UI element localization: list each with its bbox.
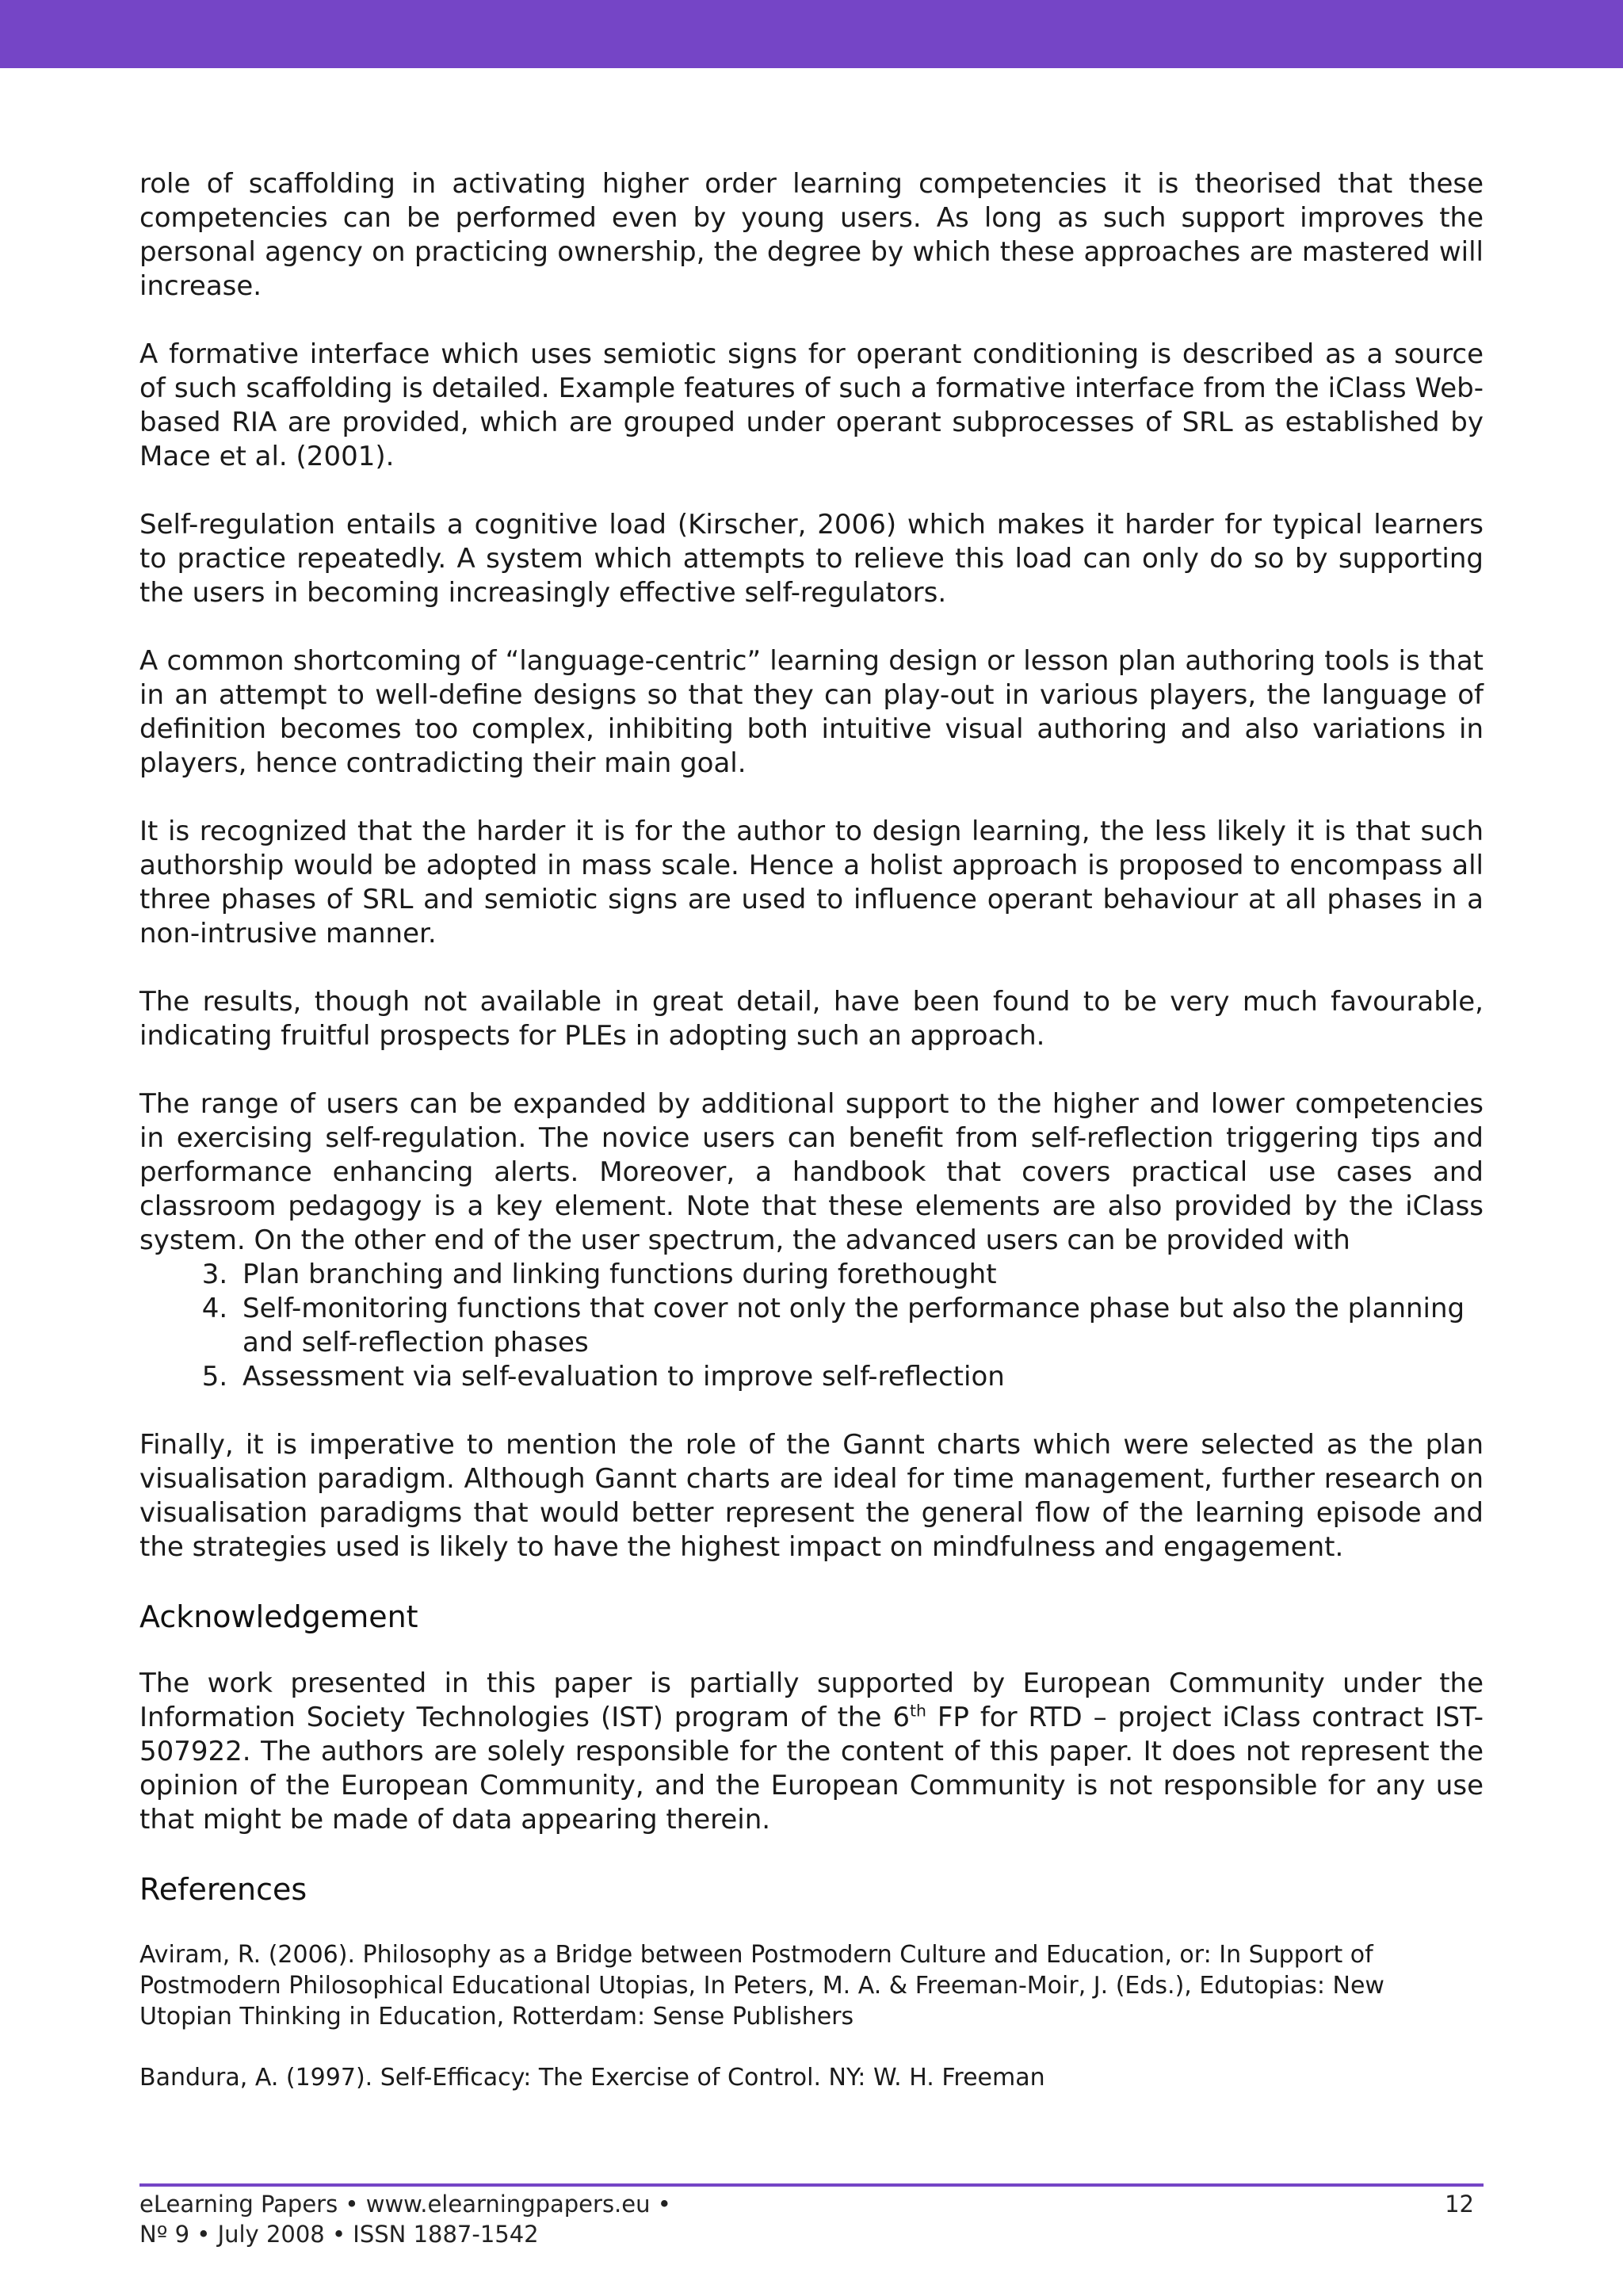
acknowledgement-text-end: FP for RTD – project iClass contract IST-507922. The authors are solely responsible for the content of this paper. It does not represent the opinion of the European Community, and the European Community is not responsible for any use that might be made of data appearing therein.: [139, 1702, 1484, 1836]
header-band: [0, 0, 1623, 68]
references-heading: References: [139, 1872, 307, 1907]
list-item: 3. Plan branching and linking functions during forethought: [236, 1258, 1484, 1292]
list-item: 4. Self-monitoring functions that cover not only the performance phase but also the planning and self-reflection phases: [236, 1292, 1484, 1360]
body-paragraph: Finally, it is imperative to mention the role of the Gannt charts which were selected as the plan visualisation paradigm. Although Gannt charts are ideal for time management, further research on visualisation paradigms that would better represent the general flow of the learning episode and the strategies used is likely to have the highest impact on mindfulness and engagement.: [139, 1429, 1484, 1563]
body-paragraph: The range of users can be expanded by additional support to the higher and lower competencies in exercising self-regulation. The novice users can benefit from self-reflection triggering tips and performance enhancing alerts. Moreover, a handbook that covers practical use cases and classroom pedagogy is a key element. Note that these elements are also provided by the iClass system. On the other end of the user spectrum, the advanced users can be provided with: [139, 1088, 1484, 1256]
body-paragraph: It is recognized that the harder it is for the author to design learning, the less likely it is that such authorship would be adopted in mass scale. Hence a holist approach is proposed to encompass all three phases of SRL and semiotic signs are used to influence operant behaviour at all phases in a non-intrusive manner.: [139, 816, 1484, 949]
footer-line-2: Nº 9 • July 2008 • ISSN 1887-1542: [139, 2221, 539, 2248]
acknowledgement-text: [139, 1667, 1484, 1837]
body-paragraph: The results, though not available in great detail, have been found to be very much favourable, indicating fruitful prospects for PLEs in adopting such an approach.: [139, 986, 1484, 1052]
page-number: 12: [1445, 2191, 1474, 2218]
reference-entry: Aviram, R. (2006). Philosophy as a Bridge between Postmodern Culture and Education, or: In Support of Postmodern Philosophical Educational Utopias, In Peters, M. A. & Freeman-Moir, J. (Eds.), Edutopias: New Utopian Thinking in Education, Rotterdam: Sense Publishers: [139, 1941, 1384, 2030]
ordinal-superscript: th: [909, 1701, 926, 1721]
acknowledgement-heading: Acknowledgement: [139, 1599, 418, 1634]
body-paragraph: A formative interface which uses semiotic signs for operant conditioning is described as a source of such scaffolding is detailed. Example features of such a formative interface from the iClass Web-based RIA are provided, which are grouped under operant subprocesses of SRL as established by Mace et al. (2001).: [139, 338, 1484, 472]
numbered-list: [139, 1258, 1484, 1394]
footer-line-1: eLearning Papers • www.elearningpapers.eu •: [139, 2191, 671, 2218]
list-item: 5. Assessment via self-evaluation to improve self-reflection: [236, 1360, 1484, 1394]
reference-entry: Bandura, A. (1997). Self-Efficacy: The Exercise of Control. NY: W. H. Freeman: [139, 2064, 1045, 2092]
body-paragraph: A common shortcoming of “language-centric” learning design or lesson plan authoring tools is that in an attempt to well-define designs so that they can play-out in various players, the language of definition becomes too complex, inhibiting both intuitive visual authoring and also variations in players, hence contradicting their main goal.: [139, 645, 1484, 779]
acknowledgement-text-start: The work presented in this paper is partially supported by European Community under the Information Society Technologies (IST) program of the 6: [139, 1668, 1484, 1733]
page-body: [139, 167, 1484, 2123]
body-paragraph: Self-regulation entails a cognitive load (Kirscher, 2006) which makes it harder for typical learners to practice repeatedly. A system which attempts to relieve this load can only do so by supporting the users in becoming increasingly effective self-regulators.: [139, 509, 1484, 609]
footer-publication-info: [139, 2189, 671, 2249]
footer-rule: [139, 2183, 1484, 2187]
body-paragraph: role of scaffolding in activating higher order learning competencies it is theorised that these competencies can be performed even by young users. As long as such support improves the personal agency on practicing ownership, the degree by which these approaches are mastered will increase.: [139, 168, 1484, 302]
